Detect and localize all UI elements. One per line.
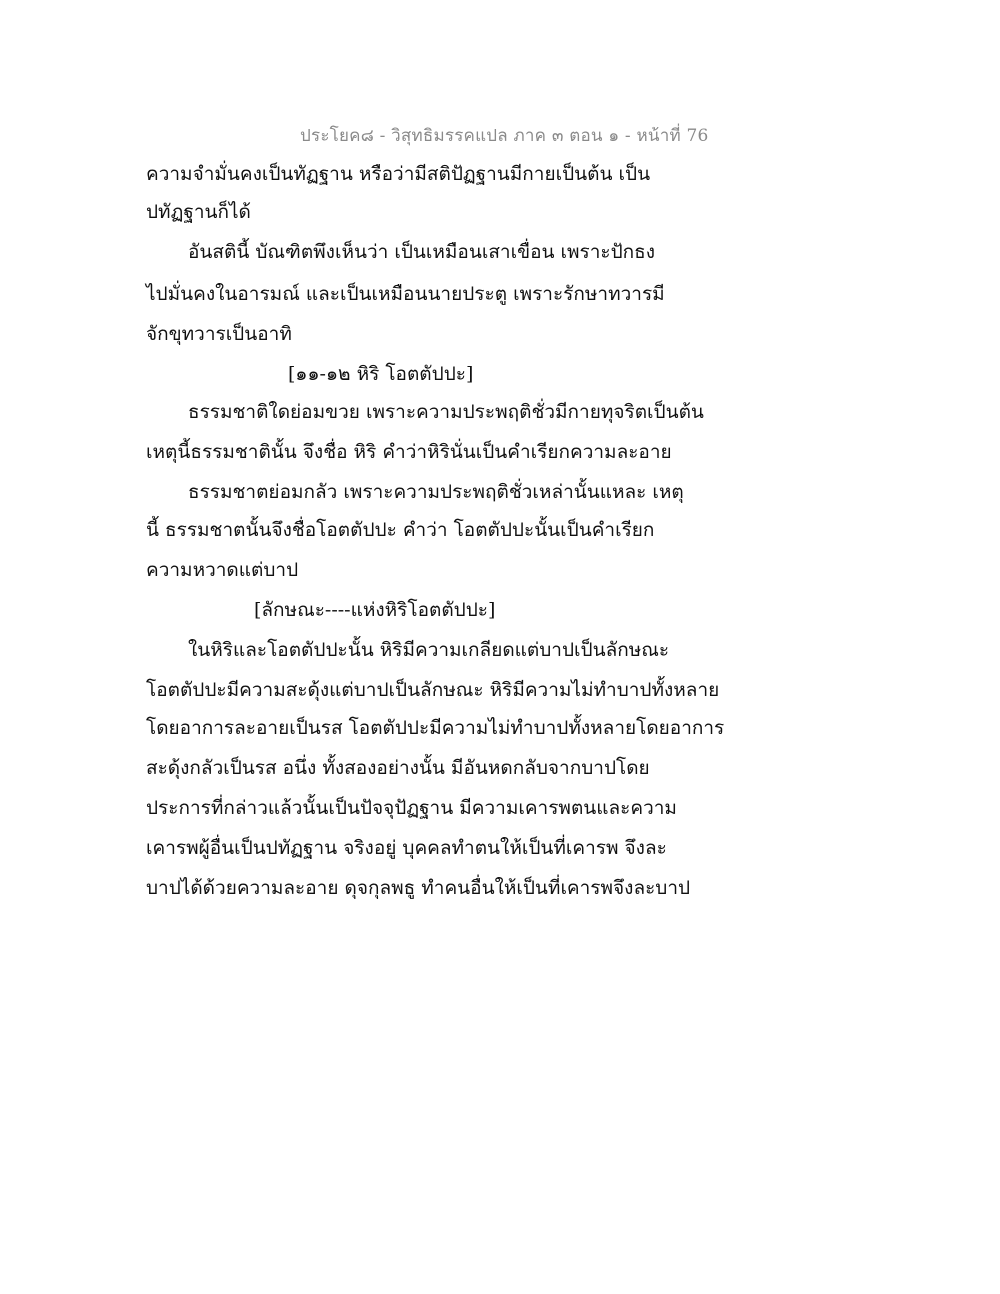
text-line-4: ไปมั่นคงในอารมณ์ และเป็นเหมือนนายประตู เพราะรักษาทวารมี	[146, 283, 665, 305]
text-line-3: อันสตินี้ บัณฑิตพึงเห็นว่า เป็นเหมือนเสาเขื่อน เพราะปักธง	[188, 241, 656, 263]
text-line-19: บาปได้ด้วยความละอาย ดุจกุลพธู ทำคนอื่นให้เป็นที่เคารพจึงละบาป	[146, 877, 691, 899]
text-line-13: ในหิริและโอตตัปปะนั้น หิริมีความเกลียดแต่บาปเป็นลักษณะ	[188, 639, 670, 661]
text-line-14: โอตตัปปะมีความสะดุ้งแต่บาปเป็นลักษณะ หิริมีความไม่ทำบาปทั้งหลาย	[146, 679, 720, 701]
section-heading-hiri-ottappa: [๑๑-๑๒ หิริ โอตตัปปะ]	[288, 363, 474, 385]
running-header: ประโยค๘ - วิสุทธิมรรคแปล ภาค ๓ ตอน ๑ - หน้าที่ 76	[300, 126, 709, 146]
text-line-15: โดยอาการละอายเป็นรส โอตตัปปะมีความไม่ทำบาปทั้งหลายโดยอาการ	[146, 717, 725, 739]
text-line-9: ธรรมชาตย่อมกลัว เพราะความประพฤติชั่วเหล่านั้นแหละ เหตุ	[188, 481, 684, 503]
text-line-5: จักขุทวารเป็นอาทิ	[146, 323, 292, 345]
text-line-8: เหตุนี้ธรรมชาตินั้น จึงชื่อ หิริ คำว่าหิรินั่นเป็นคำเรียกความละอาย	[146, 441, 672, 463]
text-line-11: ความหวาดแต่บาป	[146, 559, 299, 581]
text-line-16: สะดุ้งกลัวเป็นรส อนึ่ง ทั้งสองอย่างนั้น มีอันหดกลับจากบาปโดย	[146, 757, 650, 779]
text-line-1: ความจำมั่นคงเป็นทัฏฐาน หรือว่ามีสติปัฏฐานมีกายเป็นต้น เป็น	[146, 163, 651, 185]
text-line-17: ประการที่กล่าวแล้วนั้นเป็นปัจจุปัฏฐาน มีความเคารพตนและความ	[146, 797, 677, 819]
section-heading-characteristics: [ลักษณะ----แห่งหิริโอตตัปปะ]	[254, 599, 496, 621]
text-line-2: ปทัฏฐานก็ได้	[146, 201, 251, 223]
text-line-10: นี้ ธรรมชาตนั้นจึงชื่อโอตตัปปะ คำว่า โอตตัปปะนั้นเป็นคำเรียก	[146, 519, 655, 541]
text-line-7: ธรรมชาติใดย่อมขวย เพราะความประพฤติชั่วมีกายทุจริตเป็นต้น	[188, 401, 704, 423]
text-line-18: เคารพผู้อื่นเป็นปทัฏฐาน จริงอยู่ บุคคลทำตนให้เป็นที่เคารพ จึงละ	[146, 837, 667, 859]
